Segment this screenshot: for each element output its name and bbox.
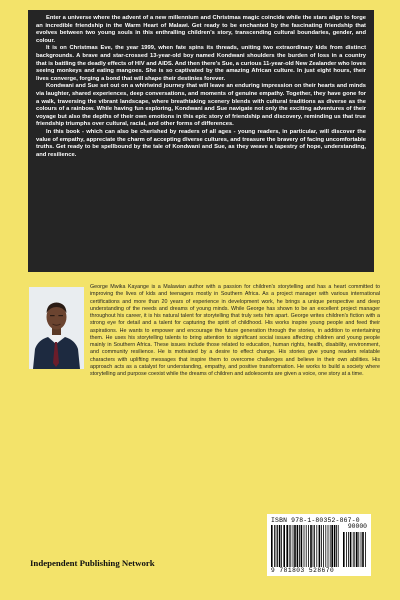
barcode-bar [321, 525, 322, 567]
barcode-bar [330, 525, 331, 567]
barcode-bar [304, 525, 305, 567]
barcode-bar [343, 532, 345, 567]
barcode-bar [316, 525, 317, 567]
barcode-addon-bars [343, 532, 367, 567]
barcode-bar [274, 525, 275, 567]
barcode-bar [301, 525, 303, 567]
isbn-barcode-box [267, 514, 371, 576]
author-photo [29, 287, 84, 369]
barcode-bar [328, 525, 329, 567]
barcode-bar [310, 525, 312, 567]
blurb-paragraph: It is on Christmas Eve, the year 1999, when fate spins its threads, uniting two extraordinary kids from distinct backgrounds. A brave and star-crossed 13-year-old boy named Kondwani shoulders the burden of loss in a country that is battling the deadly effects of HIV and AIDS. And then there's Sue, a curious 11-year-old New Zealander who loves seeing monkeys and eating mangoes. She is so captivated by the amazing African culture. In just eight hours, their lives converge, forging a bond that will shape their destinies forever. [36, 45, 366, 82]
barcode-bar [277, 525, 278, 567]
barcode-bar [338, 525, 339, 567]
barcode-bar [334, 525, 336, 567]
barcode-bar [276, 525, 277, 567]
barcode-bar [362, 532, 364, 567]
barcode-bar [358, 532, 359, 567]
back-cover-blurb-panel [28, 10, 374, 272]
author-biography: George Mwika Kayange is a Malawian author with a passion for children's storytelling and has a heart committed to improving the lives of kids and teenagers mostly in Southern Africa. As a project manager with various international certifications and more than 20 years of experience in development work, he brings a unique perspective and deep understanding of the needs and dreams of young minds. While George has shown to be an excellent project manager throughout his career, it is his natural talent for storytelling that truly sets him apart. George writes children's fiction with a strong eye for detail and a talent for capturing the spirit of childhood. His works inspire young people and feed their aspirations. He wants to empower and encourage the future generation through the stories, in addition to entertaining them. He uses his storytelling talents to bring attention to significant social issues affecting children and young people mainly in Southern Africa. These issues include those related to education, human rights, health, disability, environment, and community resilience. He is motivated by a desire to effect change. His stories give young readers relatable characters with uplifting messages that inspire them to overcome challenges and believe in their own abilities. His approach acts as a catalyst for understanding, empathy, and positive transformation. He works to build a society where storytelling and purpose coexist while the dreams of children and adolescents are given a voice, one story at a time. [90, 284, 380, 377]
barcode-bar [350, 532, 352, 567]
barcode-digits: 9 781803 528670 [271, 567, 335, 574]
barcode-bar [289, 525, 290, 567]
barcode-bar [308, 525, 309, 567]
barcode-bar [314, 525, 315, 567]
barcode-bar [286, 525, 288, 567]
barcode-bar [354, 532, 355, 567]
barcode-bar [348, 532, 349, 567]
barcode-bar [293, 525, 294, 567]
barcode-bar [336, 525, 337, 567]
barcode-bar [365, 532, 366, 567]
barcode-bars [271, 525, 340, 567]
barcode-bar [279, 525, 281, 567]
barcode-bar [271, 525, 273, 567]
barcode-bar [313, 525, 314, 567]
barcode-bar [361, 532, 362, 567]
barcode-bar [294, 525, 296, 567]
price-code: 90000 [347, 523, 367, 530]
barcode-bar [346, 532, 347, 567]
barcode-bar [319, 525, 321, 567]
isbn-number: ISBN 978-1-80352-867-0 [271, 517, 360, 524]
blurb-paragraph: In this book - which can also be cherished by readers of all ages - young readers, in particular, will discover the value of empathy, appreciate the charm of accepting diverse cultures, and treasure the bravery of facing uncomfortable truths. Get ready to be spellbound by the tale of Kondwani and Sue, as they weave a tapestry of hope, understanding, and resilience. [36, 128, 366, 158]
barcode-bar [323, 525, 324, 567]
author-portrait-illustration [29, 287, 84, 369]
blurb-paragraph: Enter a universe where the advent of a new millennium and Christmas magic coincide while the stars align to forge an incredible friendship in the Warm Heart of Malawi. Get ready to be enchanted by the fascinating friendship that evolves between two young souls in this enthralling children's story, transcending cultural boundaries, gender, and colour. [36, 15, 366, 44]
publisher-name: Independent Publishing Network [30, 558, 155, 568]
barcode-bar [290, 525, 291, 567]
barcode-bar [325, 525, 326, 567]
barcode-bar [331, 525, 333, 567]
barcode-bar [283, 525, 285, 567]
barcode-bar [306, 525, 307, 567]
barcode-bar [281, 525, 282, 567]
barcode-bar [353, 532, 354, 567]
blurb-paragraph: Kondwani and Sue set out on a whirlwind journey that will leave an enduring impression on their hearts and minds via laughter, shared experiences, deep conversations, and moments of genuine empathy. Together, they have gone for a walk, traversing the vibrant landscape, where breathtaking scenery blends with cultural traditions as diverse as the colours of a rainbow. While having fun exploring, Kondwani and Sue navigate not only the exciting adventures of their voyage but also the depths of their own emotions in this epic story of friendship and discovery, reminding us that true friendship triumphs over cultural, racial, and other forms of differences. [36, 83, 366, 128]
barcode-bar [297, 525, 299, 567]
barcode-bar [356, 532, 358, 567]
barcode-bar [299, 525, 300, 567]
